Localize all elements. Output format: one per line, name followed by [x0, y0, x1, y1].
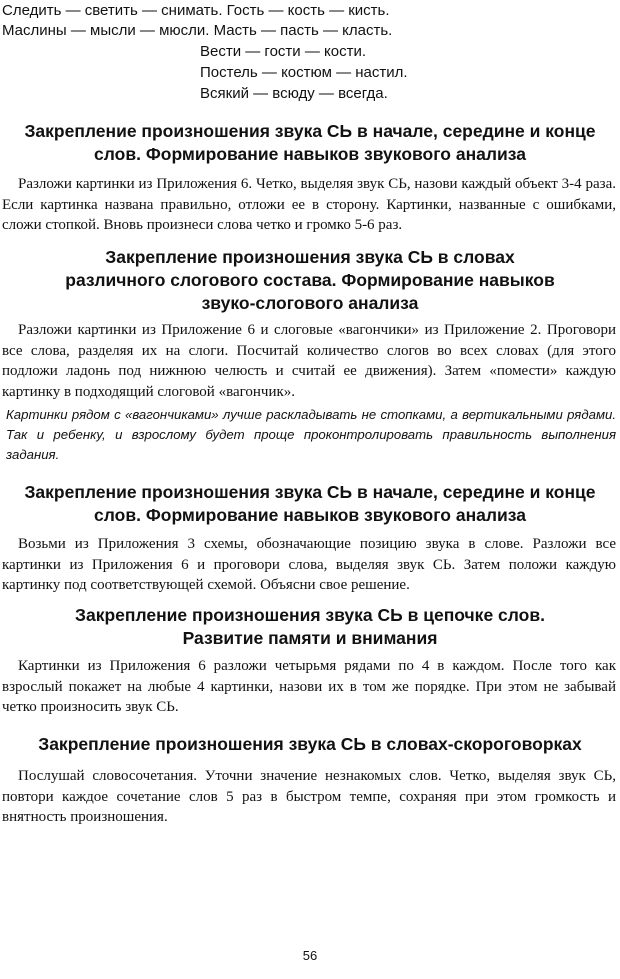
section-paragraph: Разложи картинки из Приложения 6. Четко, выделяя звук СЬ, назови каждый объект 3-4 раза. Если картинка названа правильно, отложи ее в сторону. Картинки, названные с ошибками, сложи стопкой. Вновь произнеси слова четко и громко 5-6 раз. [2, 176, 616, 233]
section-paragraph: Картинки из Приложения 6 разложи четырьмя рядами по 4 в каждом. После того как взрослый покажет на любые 4 картинки, назови их в том же порядке. При этом не забывай четко произносить звук СЬ. [2, 658, 616, 715]
heading-line: Закрепление произношения звука СЬ в словах-скороговорках [38, 734, 582, 754]
word-line: Постель — костюм — настил. [200, 64, 408, 81]
heading-line: Закрепление произношения звука СЬ в начале, середине и конце [24, 121, 596, 141]
section-heading [0, 246, 620, 315]
word-line: Вести — гости — кости. [200, 43, 366, 60]
heading-line: Развитие памяти и внимания [182, 628, 438, 648]
section-paragraph: Разложи картинки из Приложение 6 и слоговые «вагончики» из Приложение 2. Проговори все слова, разделяя их на слоги. Посчитай количество слогов во всех словах (для этого подложи ладонь под нижнюю челюсть и считай ее движения). Затем «помести» каждую картинку в подходящий слоговой «вагончик». [2, 322, 616, 400]
heading-line: слов. Формирование навыков звукового анализа [94, 144, 526, 164]
italic-note: Картинки рядом с «вагончиками» лучше раскладывать не стопками, а вертикальными рядами. Так и ребенку, и взрослому будет проще проконтролировать правильность выполнения задания. [6, 407, 616, 462]
page-number: 56 [302, 948, 318, 963]
section-heading [0, 120, 620, 166]
word-line: Следить — светить — снимать. Гость — кость — кисть. [2, 2, 390, 19]
heading-line: Закрепление произношения звука СЬ в цепочке слов. [75, 605, 545, 625]
section-heading [0, 604, 620, 650]
section-heading [0, 733, 620, 756]
heading-line: Закрепление произношения звука СЬ в начале, середине и конце [24, 482, 596, 502]
heading-line: Закрепление произношения звука СЬ в словах [105, 247, 515, 267]
word-line: Всякий — всюду — всегда. [200, 85, 388, 102]
section-paragraph: Возьми из Приложения 3 схемы, обозначающие позицию звука в слове. Разложи все картинки из Приложения 6 и проговори слова, выделяя звук СЬ. Затем положи каждую картинку под соответствующей схемой. Объясни свое решение. [2, 536, 616, 593]
section-heading [0, 481, 620, 527]
heading-line: слов. Формирование навыков звукового анализа [94, 505, 526, 525]
word-line: Маслины — мысли — мюсли. Масть — пасть — класть. [2, 22, 393, 39]
section-paragraph: Послушай словосочетания. Уточни значение незнакомых слов. Четко, выделяя звук СЬ, повтори каждое сочетание слов 5 раз в быстром темпе, сохраняя при этом громкость и внятность произношения. [2, 768, 616, 825]
heading-line: различного слогового состава. Формирование навыков [65, 270, 555, 290]
heading-line: звуко-слогового анализа [201, 293, 419, 313]
